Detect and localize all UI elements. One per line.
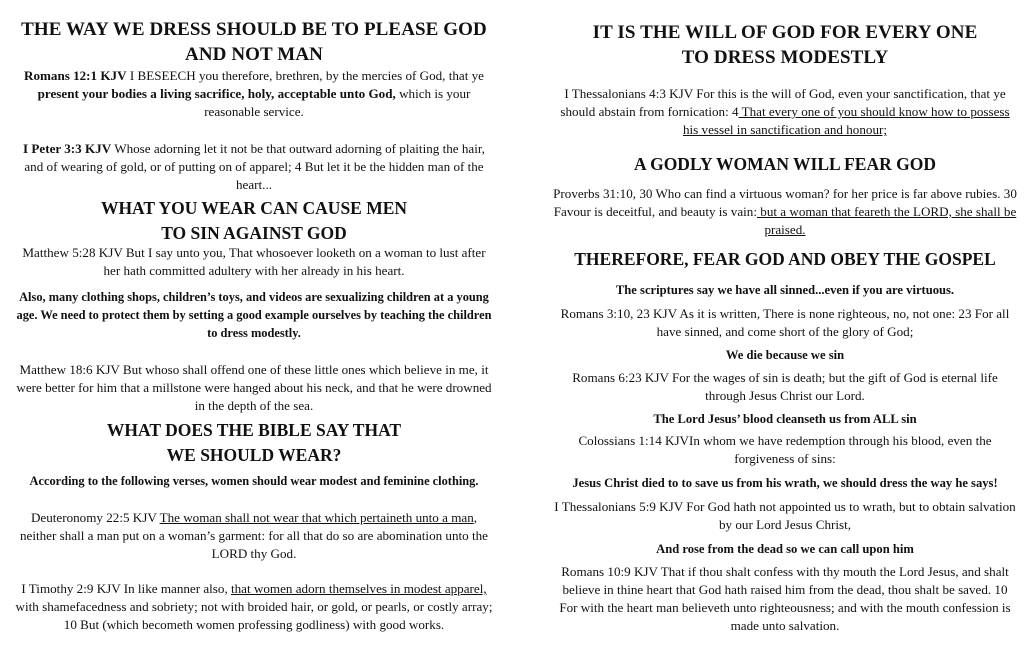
verse-ref: Romans 12:1 KJV	[23, 68, 127, 83]
romans-3-verse: Romans 3:10, 23 KJV As it is written, There is none righteous, no, not one: 23 For all have sinned, and come short of the glory of God;	[560, 306, 1010, 339]
colossians-verse: Colossians 1:14 KJVIn whom we have redemption through his blood, even the forgiveness of sins:	[578, 433, 992, 466]
heading-bible-say-line1: WHAT DOES THE BIBLE SAY THAT	[106, 420, 402, 440]
deuteronomy-verse	[14, 509, 494, 563]
verse-text: Deuteronomy 22:5 KJV	[30, 510, 160, 525]
romans-12-verse	[14, 67, 494, 121]
romans-6-verse: Romans 6:23 KJV For the wages of sin is death; but the gift of God is eternal life through Jesus Christ our Lord.	[572, 370, 998, 403]
subheading-all-sinned: The scriptures say we have all sinned...even if you are virtuous.	[615, 283, 955, 297]
peter-3-verse	[14, 140, 494, 194]
verse-underline: The woman shall not wear that which pertaineth unto a man	[159, 510, 474, 525]
romans-10-verse: Romans 10:9 KJV That if thou shalt confess with thy mouth the Lord Jesus, and shalt believe in thine heart that God hath raised him from the dead, thou shalt be saved. 10 For with the heart man believeth unto righteousness; and with the mouth confession is made unto salvation.	[559, 564, 1011, 633]
verse-text: I BESEECH you therefore, brethren, by the mercies of God, that ye	[126, 68, 484, 83]
heading-fear-god-obey: THEREFORE, FEAR GOD AND OBEY THE GOSPEL	[574, 249, 996, 269]
heading-dress-to-please-god: THE WAY WE DRESS SHOULD BE TO PLEASE GOD AND NOT MAN	[21, 19, 487, 65]
right-page	[552, 0, 1018, 657]
verse-emphasis: present your bodies a living sacrifice, holy, acceptable unto God,	[37, 86, 396, 101]
matthew-5-verse: Matthew 5:28 KJV But I say unto you, That whosoever looketh on a woman to lust after her hath committed adultery with her already in his heart.	[22, 245, 486, 278]
heading-cause-men-line1: WHAT YOU WEAR CAN CAUSE MEN	[100, 198, 408, 218]
thessalonians-5-verse: I Thessalonians 5:9 KJV For God hath not appointed us to wrath, but to obtain salvation by our Lord Jesus Christ,	[554, 499, 1016, 532]
heading-will-of-god-line2: TO DRESS MODESTLY	[681, 47, 889, 68]
subheading-blood: The Lord Jesus’ blood cleanseth us from ALL sin	[653, 412, 917, 426]
verse-text: I Timothy 2:9 KJV In like manner also,	[21, 581, 231, 596]
verse-underline: but a woman that feareth the LORD, she shall be praised.	[757, 204, 1017, 237]
also-paragraph: Also, many clothing shops, children’s toys, and videos are sexualizing children at a young age. We need to protect them by setting a good example ourselves by teaching the children to dress modestly.	[16, 290, 492, 340]
left-page	[14, 0, 494, 657]
subheading-died-to-save: Jesus Christ died to to save us from his wrath, we should dress the way he says!	[572, 476, 998, 490]
subheading-we-die: We die because we sin	[725, 348, 845, 362]
heading-bible-say-line2: WE SHOULD WEAR?	[166, 445, 342, 465]
matthew-18-verse: Matthew 18:6 KJV But whoso shall offend one of these little ones which believe in me, it were better for him that a millstone were hanged about his neck, and that he were drowned in the depth of the sea.	[16, 362, 492, 413]
according-paragraph: According to the following verses, women should wear modest and feminine clothing.	[29, 474, 479, 488]
verse-text: Proverbs 31:10, 30 Who can find a virtuous woman? for her price is far above rubies. 30 Favour is deceitful, and beauty is vain:	[553, 186, 1017, 219]
thessalonians-4-verse	[552, 85, 1018, 139]
verse-text: , neither shall a man put on a woman’s garment: for all that do so are abomination unto the LORD thy God.	[20, 510, 488, 561]
subheading-rose: And rose from the dead so we can call upon him	[656, 542, 914, 556]
verse-text: I Thessalonians 4:3 KJV For this is the will of God, even your sanctification, that ye should abstain from fornication: 4	[560, 86, 1006, 119]
verse-text: Whose adorning let it not be that outward adorning of plaiting the hair, and of wearing of gold, or of putting on of apparel; 4 But let it be the hidden man of the heart...	[24, 141, 485, 192]
verse-underline: that women adorn themselves in modest apparel,	[231, 581, 487, 596]
heading-cause-men-line2: TO SIN AGAINST GOD	[161, 223, 347, 243]
verse-ref: I Peter 3:3 KJV	[23, 141, 112, 156]
heading-godly-woman: A GODLY WOMAN WILL FEAR GOD	[634, 154, 936, 174]
heading-will-of-god-line1: IT IS THE WILL OF GOD FOR EVERY ONE	[592, 22, 978, 43]
verse-underline: That every one of you should know how to possess his vessel in sanctification and honour;	[682, 104, 1010, 137]
timothy-verse	[14, 580, 494, 634]
verse-text: with shamefacedness and sobriety; not with broided hair, or gold, or pearls, or costly array; 10 But (which becometh women professing godliness) with good works.	[15, 599, 493, 632]
verse-text: which is your reasonable service.	[204, 86, 471, 119]
proverbs-verse	[552, 185, 1018, 239]
